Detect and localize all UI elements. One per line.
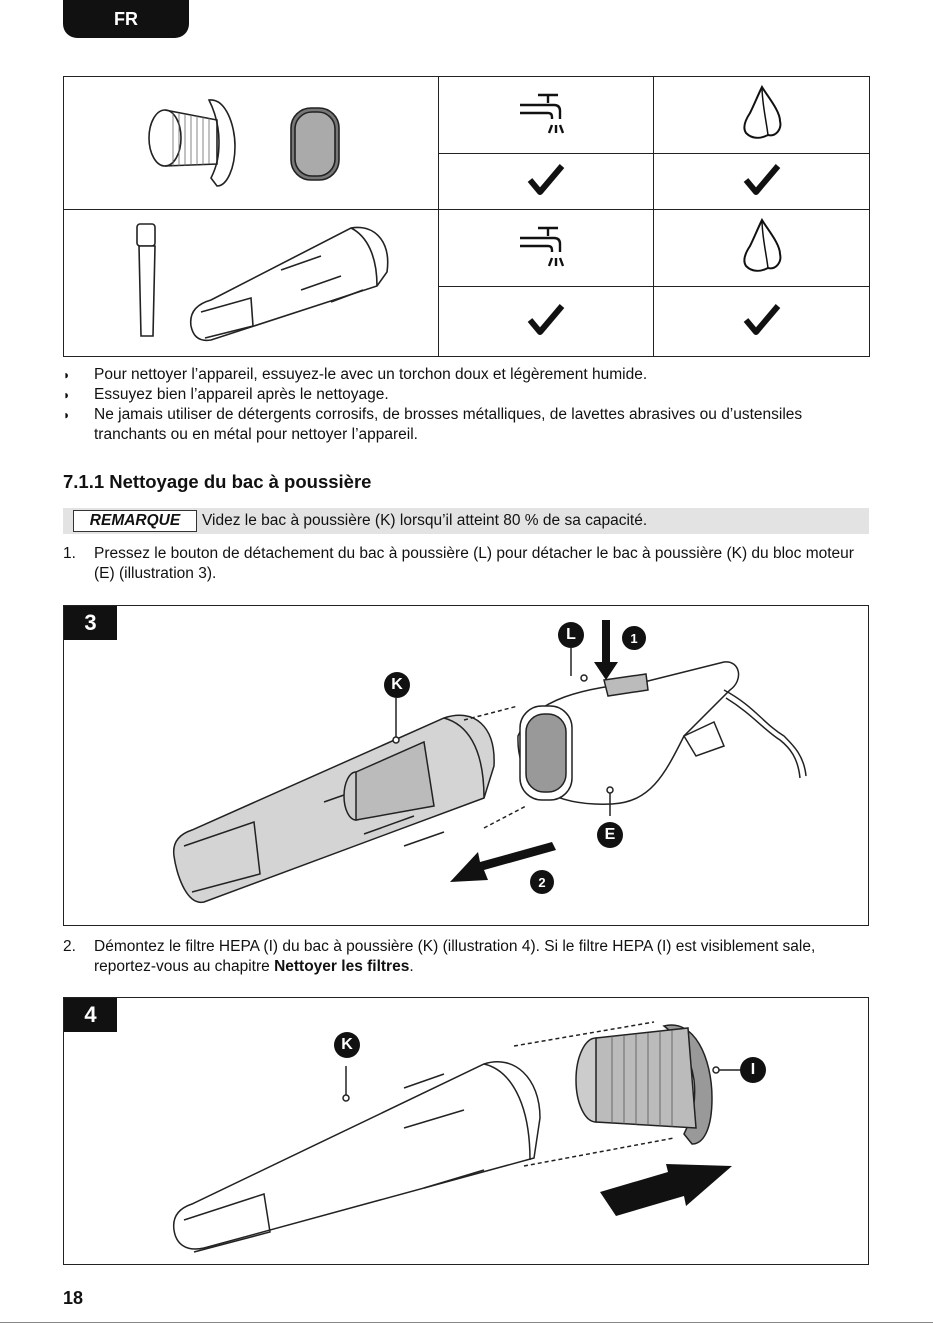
- note-text: Videz le bac à poussière (K) lorsqu’il atteint 80 % de sa capacité.: [202, 512, 648, 529]
- cloth-icon-cell: [654, 77, 870, 154]
- cloth-icon-cell: [654, 210, 870, 287]
- step-1: [63, 544, 869, 584]
- illustration-3: [63, 605, 869, 926]
- check-icon: [742, 302, 782, 336]
- language-tab: FR: [63, 0, 189, 38]
- step-number: 1.: [63, 545, 76, 562]
- note-box: [63, 508, 869, 534]
- illustration-4: [63, 997, 869, 1265]
- list-item: ◗ Ne jamais utiliser de détergents corrosifs, de brosses métalliques, de lavettes abrasives ou d’ustensiles tranchants ou en métal pour nettoyer l’appareil.: [63, 405, 869, 445]
- list-item: ◗ Pour nettoyer l’appareil, essuyez-le avec un torchon doux et légèrement humide.: [63, 365, 869, 385]
- chapter-reference: Nettoyer les filtres: [274, 958, 410, 975]
- list-item: ◗ Essuyez bien l’appareil après le nettoyage.: [63, 385, 869, 405]
- cloth-icon: [732, 216, 792, 276]
- hepa-filter-and-foam-icon: [131, 86, 371, 196]
- check-icon: [526, 162, 566, 196]
- tap-water-icon-cell: [439, 77, 654, 154]
- section-title: 7.1.1 Nettoyage du bac à poussière: [63, 471, 372, 492]
- figure-number: 3: [64, 606, 117, 640]
- callout-e: E: [597, 822, 623, 848]
- tap-allowed-check: [439, 154, 654, 210]
- dust-container-illustration: [64, 210, 439, 357]
- tap-water-icon-cell: [439, 210, 654, 287]
- callout-i: I: [740, 1057, 766, 1083]
- cloth-icon: [732, 83, 792, 143]
- remove-hepa-filter-illustration: [64, 998, 868, 1264]
- cleaning-care-table: [63, 76, 870, 357]
- cleaning-instructions-list: [63, 365, 869, 445]
- footer-rule: [0, 1322, 933, 1323]
- detach-dust-bin-illustration: [64, 606, 868, 925]
- page-number: 18: [63, 1288, 84, 1308]
- water-tap-icon: [516, 222, 576, 270]
- cloth-allowed-check: [654, 287, 870, 357]
- step-2: [63, 937, 869, 977]
- water-tap-icon: [516, 89, 576, 137]
- note-label: REMARQUE: [73, 510, 197, 532]
- check-icon: [742, 162, 782, 196]
- nozzle-and-dust-bin-icon: [101, 216, 401, 346]
- step-number: 2.: [63, 938, 76, 955]
- figure-number: 4: [64, 998, 117, 1032]
- callout-k: K: [384, 672, 410, 698]
- filter-parts-illustration: [64, 77, 439, 210]
- step-marker-2: 2: [530, 870, 554, 894]
- tap-allowed-check: [439, 287, 654, 357]
- cloth-allowed-check: [654, 154, 870, 210]
- callout-k: K: [334, 1032, 360, 1058]
- step-text: Démontez le filtre HEPA (I) du bac à poussière (K) (illustration 4). Si le filtre HEPA (I) est visiblement sale, reportez-vous au chapitre: [94, 938, 816, 975]
- step-marker-1: 1: [622, 626, 646, 650]
- callout-l: L: [558, 622, 584, 648]
- check-icon: [526, 302, 566, 336]
- step-text-end: .: [409, 958, 414, 975]
- step-text: Pressez le bouton de détachement du bac à poussière (L) pour détacher le bac à poussière (K) du bloc moteur (E) (illustration 3).: [94, 545, 854, 582]
